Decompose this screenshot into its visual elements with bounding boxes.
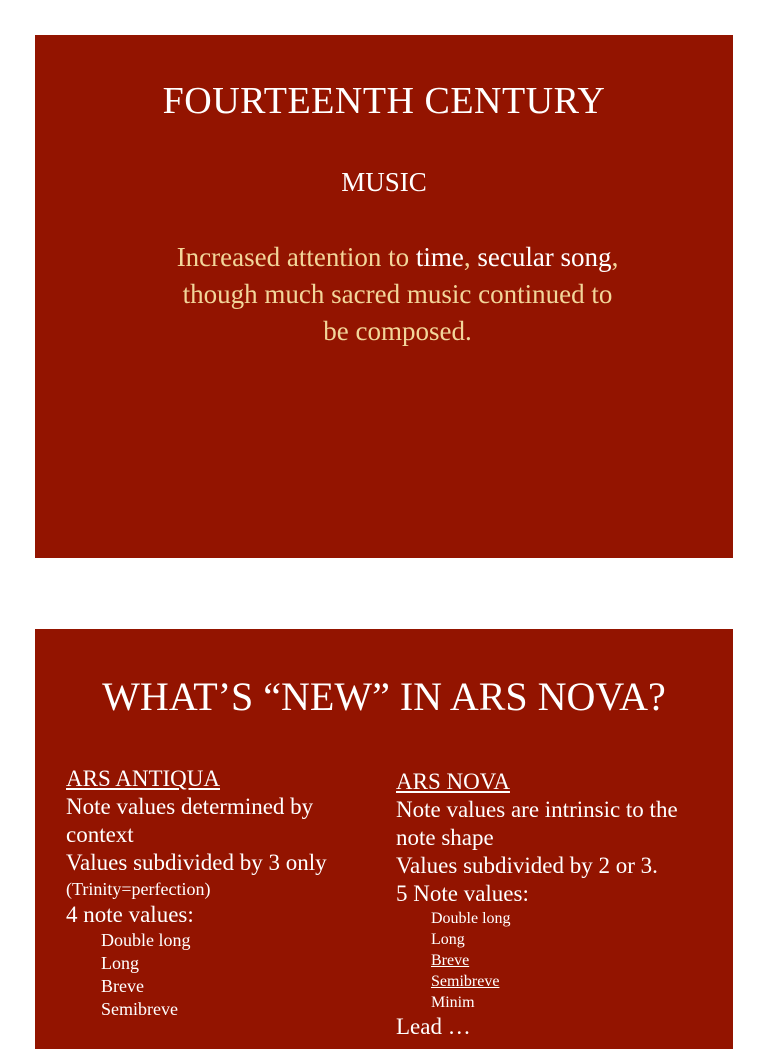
note-value-item: Long [431, 931, 465, 948]
highlight-time: time [415, 242, 464, 272]
note-value-item: Double long [431, 910, 511, 927]
column-line: context [66, 822, 134, 847]
ars-nova-column [396, 768, 726, 1041]
note-value-item: Long [101, 953, 139, 973]
highlight-secular-song: secular song [477, 242, 612, 272]
note-value-item: Semibreve [431, 973, 500, 990]
body-text-part: , [463, 242, 478, 272]
body-text-part: Increased attention to [176, 242, 416, 272]
note-value-item: Semibreve [101, 999, 178, 1019]
note-value-item: Breve [431, 952, 470, 969]
slide-fourteenth-century [35, 35, 733, 558]
note-value-item: Minim [431, 994, 475, 1011]
column-line: 5 Note values: [396, 881, 529, 906]
column-line: Values subdivided by 3 only [66, 850, 327, 875]
slide-title: FOURTEENTH CENTURY [162, 80, 606, 122]
column-line: 4 note values: [66, 902, 194, 927]
slide-ars-nova [35, 629, 733, 1049]
slide-title: WHAT’S “NEW” IN ARS NOVA? [102, 674, 666, 719]
column-line-trailing: Lead … [396, 1014, 471, 1039]
column-line: Values subdivided by 2 or 3. [396, 853, 658, 878]
column-line: Note values determined by [66, 794, 314, 819]
column-header: ARS NOVA [396, 769, 510, 794]
column-line: note shape [396, 825, 494, 850]
slide-body-text [175, 239, 620, 350]
column-note: (Trinity=perfection) [66, 879, 211, 899]
note-value-item: Breve [101, 976, 144, 996]
slide-subtitle: MUSIC [341, 167, 427, 197]
column-header: ARS ANTIQUA [66, 766, 220, 791]
ars-antiqua-column [66, 765, 376, 1021]
note-value-item: Double long [101, 930, 191, 950]
body-text-part: , though much sacred music continued to be composed. [182, 242, 619, 346]
column-line: Note values are intrinsic to the [396, 797, 678, 822]
